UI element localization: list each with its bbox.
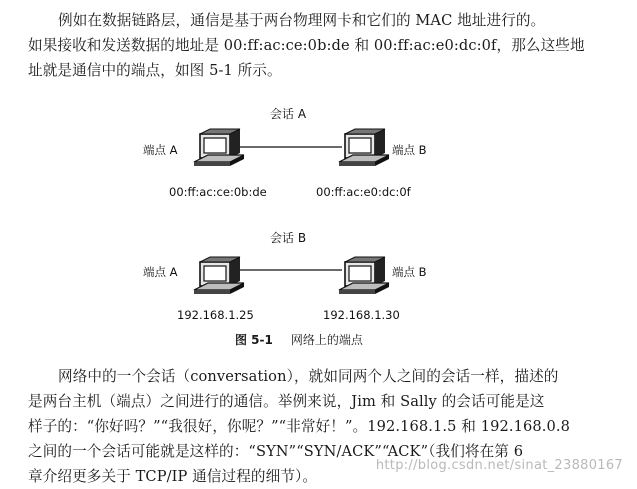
computer-icon-b2 (339, 257, 389, 294)
ip-address-b: 192.168.1.30 (323, 308, 400, 322)
endpoint-a-label: 端点 A (143, 265, 178, 279)
paragraph-line: 例如在数据链路层，通信是基于两台物理网卡和它们的 MAC 地址进行的。 (58, 12, 546, 29)
paragraph-line: 是两台主机（端点）之间进行的通信。举例来说，Jim 和 Sally 的会话可能是这 (28, 393, 545, 410)
endpoint-a-label: 端点 A (143, 143, 178, 157)
watermark: http://blog.csdn.net/sinat_23880167 (375, 458, 623, 473)
paragraph-line: 样子的：“你好吗？”“我很好，你呢？”“非常好！”。192.168.1.5 和 192.168.0.8 (28, 418, 571, 435)
figure-caption (235, 331, 363, 348)
session-a-title: 会话 A (270, 107, 307, 121)
figure-caption-text: 网络上的端点 (290, 333, 363, 347)
paragraph-line: 网络中的一个会话（conversation），就如同两个人之间的会话一样，描述的 (58, 368, 559, 385)
paragraph-line: 章介绍更多关于 TCP/IP 通信过程的细节）。 (28, 468, 318, 485)
computer-icon-a2 (194, 257, 244, 294)
paragraph-line: 如果接收和发送数据的地址是 00:ff:ac:ce:0b:de 和 00:ff:ac:e0:dc:0f，那么这些地 (28, 37, 585, 54)
paragraph-line: 址就是通信中的端点，如图 5-1 所示。 (28, 62, 282, 79)
figure-number: 图 5-1 (235, 333, 273, 347)
mac-address-a: 00:ff:ac:ce:0b:de (169, 185, 267, 199)
paragraph-line: 之间的一个会话可能就是这样的：“SYN”“SYN/ACK”“ACK”（我们将在第 6 (28, 443, 524, 460)
session-b-title: 会话 B (270, 231, 307, 245)
computer-icon-a1 (194, 129, 244, 166)
ip-address-a: 192.168.1.25 (177, 308, 254, 322)
mac-address-b: 00:ff:ac:e0:dc:0f (316, 185, 411, 199)
endpoint-b-label: 端点 B (392, 143, 427, 157)
endpoint-b-label: 端点 B (392, 265, 427, 279)
computer-icon-b1 (339, 129, 389, 166)
